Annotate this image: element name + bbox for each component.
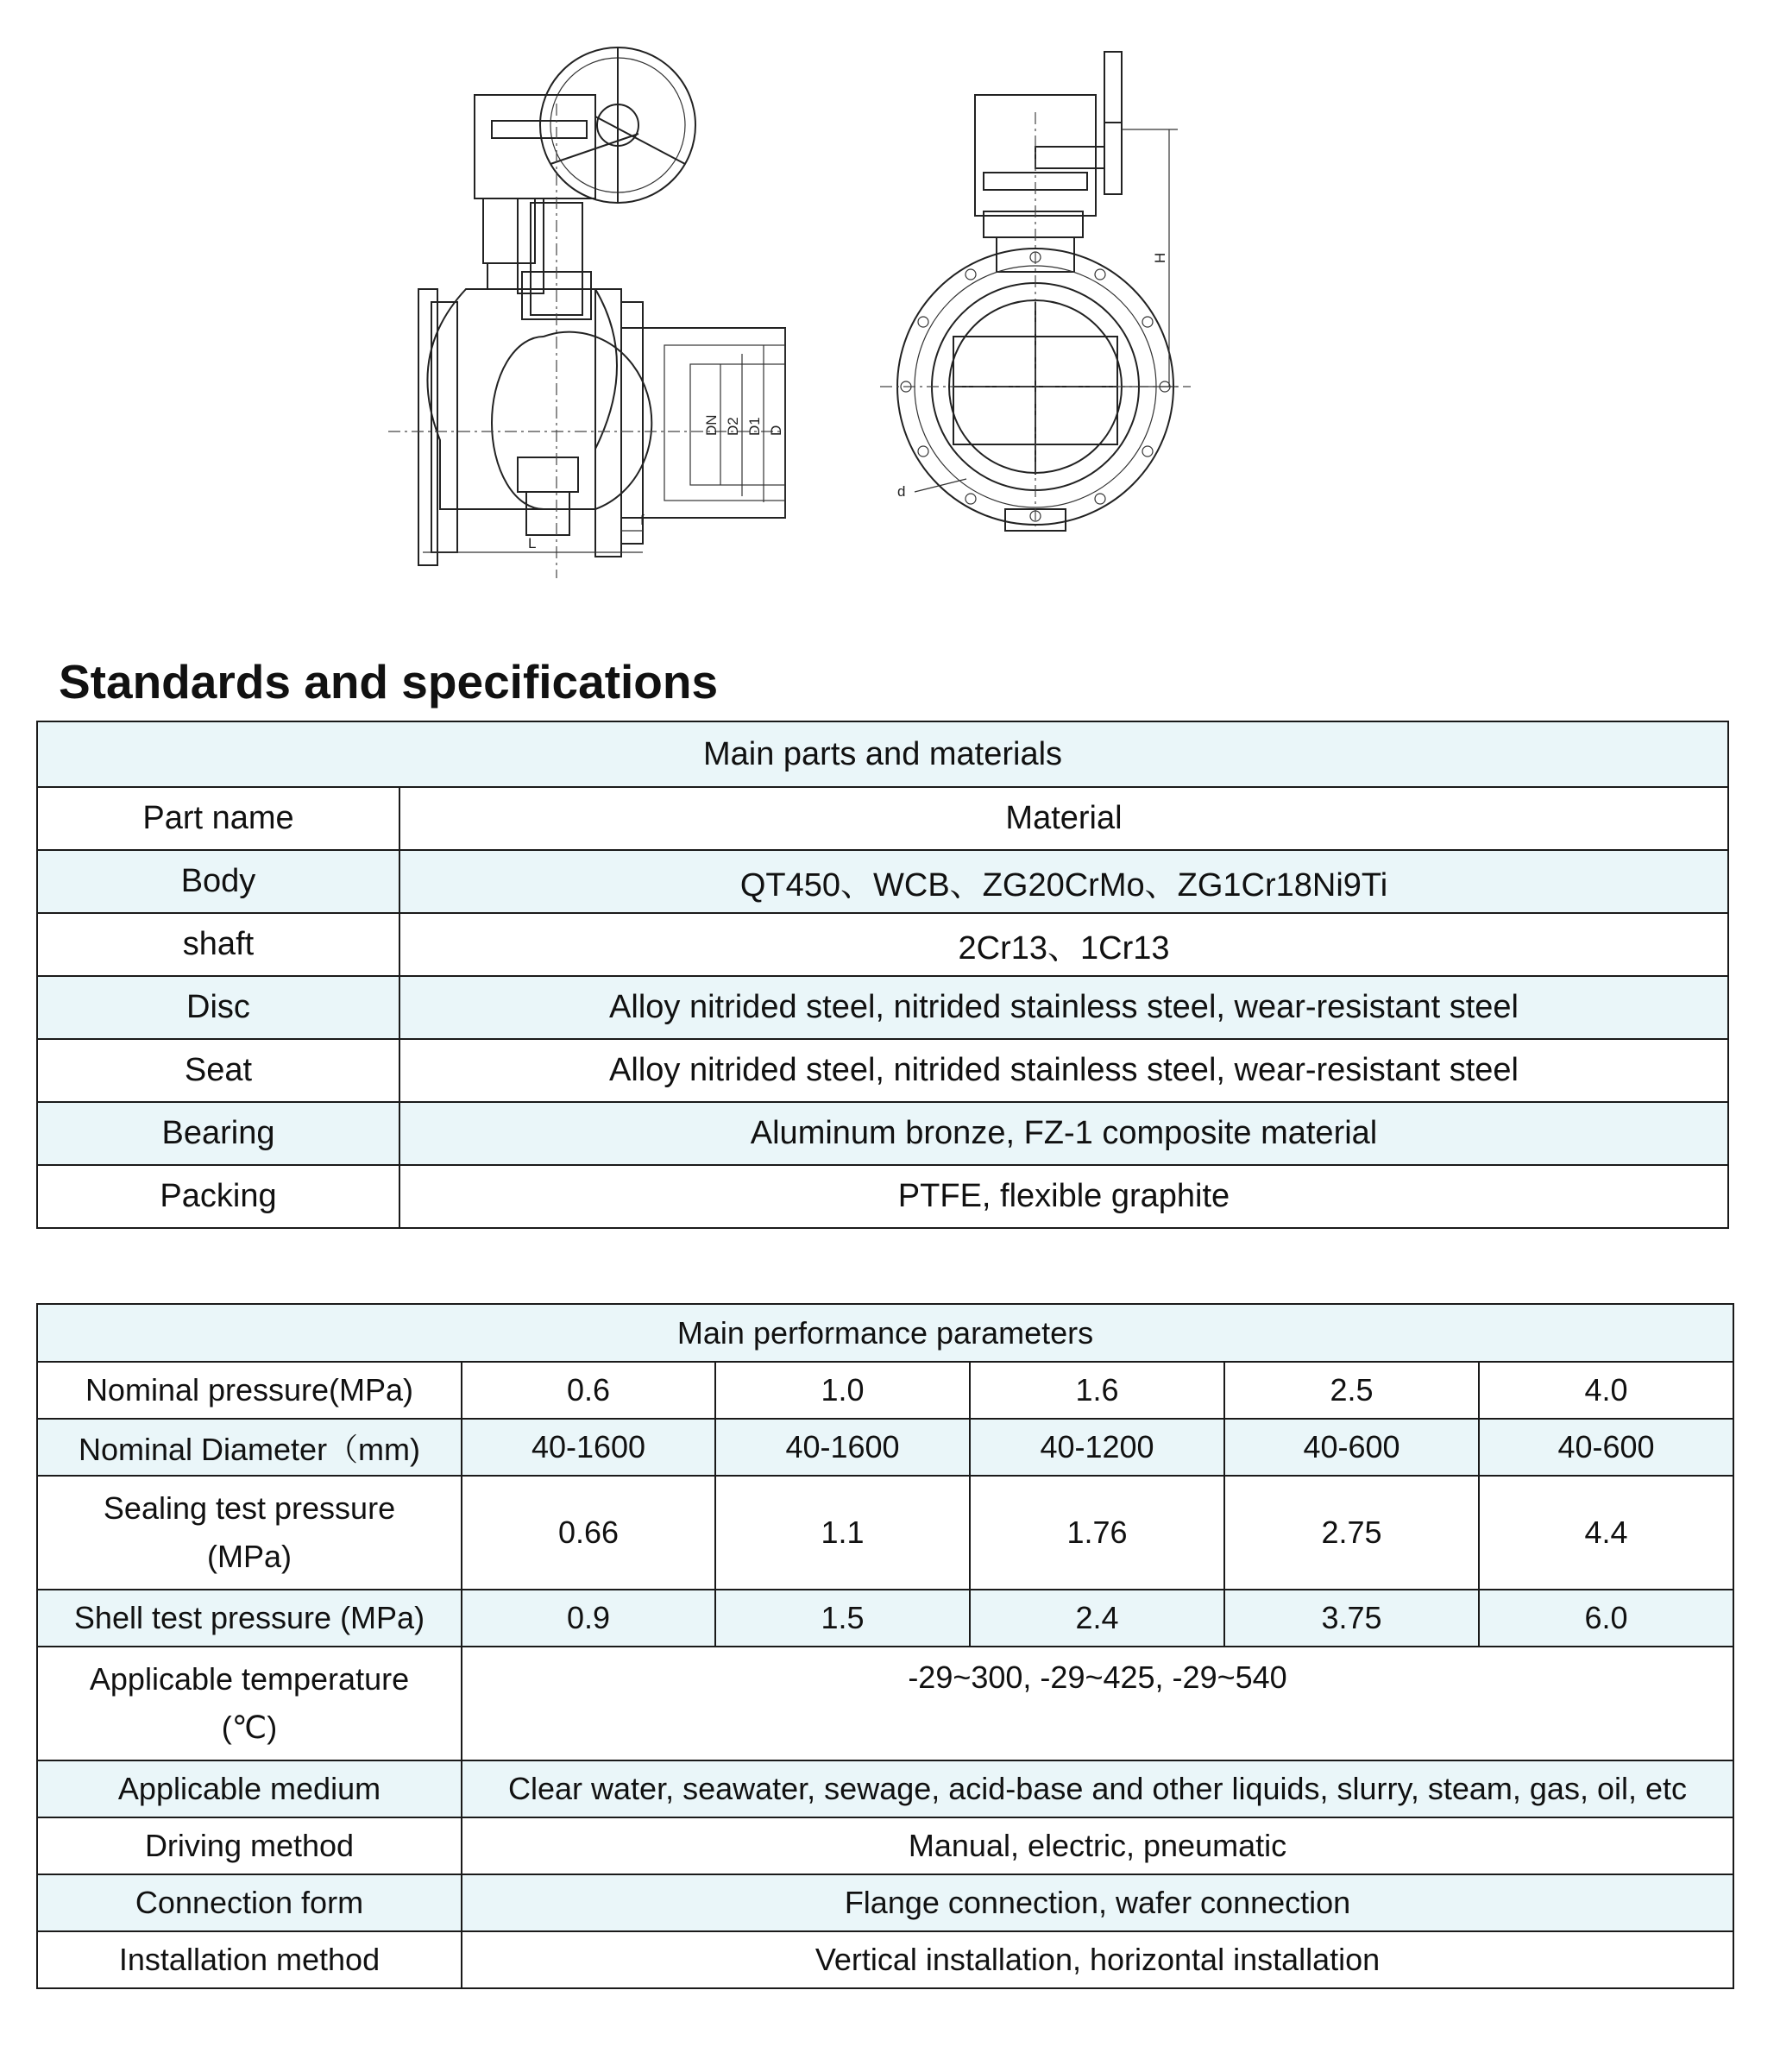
driving-value: Manual, electric, pneumatic bbox=[462, 1817, 1733, 1874]
materials-header-row bbox=[37, 787, 1728, 850]
shell-test-pressure-label: Shell test pressure (MPa) bbox=[37, 1590, 462, 1647]
diameter-cell: 40-600 bbox=[1224, 1419, 1479, 1476]
pressure-cell: 4.0 bbox=[1479, 1362, 1733, 1419]
dimension-d-hole-label: d bbox=[897, 483, 906, 500]
table-row bbox=[37, 1590, 1733, 1647]
table-row bbox=[37, 1419, 1733, 1476]
part-name-cell: Seat bbox=[37, 1039, 399, 1102]
table-row bbox=[37, 1874, 1733, 1931]
valve-drawing-svg bbox=[380, 43, 1337, 578]
table-row bbox=[37, 1760, 1733, 1817]
diameter-cell: 40-1200 bbox=[970, 1419, 1224, 1476]
table-row bbox=[37, 1362, 1733, 1419]
table-row bbox=[37, 1102, 1728, 1165]
materials-table-title: Main parts and materials bbox=[37, 721, 1728, 787]
front-view bbox=[880, 52, 1191, 531]
material-cell: 2Cr13、1Cr13 bbox=[399, 913, 1728, 976]
material-cell: Aluminum bronze, FZ-1 composite material bbox=[399, 1102, 1728, 1165]
part-name-cell: Packing bbox=[37, 1165, 399, 1228]
dimension-d2-label: D2 bbox=[725, 417, 741, 436]
shell-cell: 3.75 bbox=[1224, 1590, 1479, 1647]
dimension-dn-label: DN bbox=[703, 414, 720, 436]
temperature-value: -29~300, -29~425, -29~540 bbox=[462, 1647, 1733, 1760]
sealing-cell: 0.66 bbox=[462, 1476, 715, 1590]
connection-value: Flange connection, wafer connection bbox=[462, 1874, 1733, 1931]
dimension-l-label: L bbox=[528, 535, 537, 551]
pressure-cell: 1.6 bbox=[970, 1362, 1224, 1419]
sealing-cell: 2.75 bbox=[1224, 1476, 1479, 1590]
material-cell: Alloy nitrided steel, nitrided stainless steel, wear-resistant steel bbox=[399, 976, 1728, 1039]
nominal-diameter-label: Nominal Diameter（mm) bbox=[37, 1419, 462, 1476]
table-row bbox=[37, 1476, 1733, 1590]
connection-form-label: Connection form bbox=[37, 1874, 462, 1931]
installation-method-label: Installation method bbox=[37, 1931, 462, 1988]
part-name-cell: Disc bbox=[37, 976, 399, 1039]
pressure-cell: 0.6 bbox=[462, 1362, 715, 1419]
sealing-label-line-1: Sealing test pressure bbox=[103, 1490, 396, 1527]
side-view bbox=[388, 47, 785, 578]
table-row bbox=[37, 976, 1728, 1039]
dimension-d-label: D bbox=[768, 425, 784, 436]
material-cell: QT450、WCB、ZG20CrMo、ZG1Cr18Ni9Ti bbox=[399, 850, 1728, 913]
diameter-cell: 40-1600 bbox=[462, 1419, 715, 1476]
diameter-cell: 40-600 bbox=[1479, 1419, 1733, 1476]
part-name-cell: Bearing bbox=[37, 1102, 399, 1165]
temperature-label-line-1: Applicable temperature bbox=[89, 1661, 410, 1697]
sealing-label-line-2: (MPa) bbox=[207, 1539, 292, 1574]
nominal-pressure-label: Nominal pressure(MPa) bbox=[37, 1362, 462, 1419]
shell-cell: 0.9 bbox=[462, 1590, 715, 1647]
diameter-cell: 40-1600 bbox=[715, 1419, 970, 1476]
material-cell: PTFE, flexible graphite bbox=[399, 1165, 1728, 1228]
header-part-name: Part name bbox=[37, 787, 399, 850]
pressure-cell: 2.5 bbox=[1224, 1362, 1479, 1419]
table-row bbox=[37, 1817, 1733, 1874]
dimension-d1-label: D1 bbox=[746, 417, 763, 436]
shell-cell: 6.0 bbox=[1479, 1590, 1733, 1647]
sealing-cell: 4.4 bbox=[1479, 1476, 1733, 1590]
shell-cell: 2.4 bbox=[970, 1590, 1224, 1647]
table-row bbox=[37, 850, 1728, 913]
materials-title-row bbox=[37, 721, 1728, 787]
table-row bbox=[37, 913, 1728, 976]
part-name-cell: shaft bbox=[37, 913, 399, 976]
shell-cell: 1.5 bbox=[715, 1590, 970, 1647]
performance-table-title: Main performance parameters bbox=[37, 1304, 1733, 1362]
header-material: Material bbox=[399, 787, 1728, 850]
table-row bbox=[37, 1647, 1733, 1760]
materials-table bbox=[36, 721, 1729, 1229]
dimension-f-label: f bbox=[640, 512, 645, 528]
applicable-medium-label: Applicable medium bbox=[37, 1760, 462, 1817]
material-cell: Alloy nitrided steel, nitrided stainless steel, wear-resistant steel bbox=[399, 1039, 1728, 1102]
sealing-test-pressure-label bbox=[37, 1476, 462, 1590]
dimension-h-label: H bbox=[1152, 252, 1168, 263]
medium-value: Clear water, seawater, sewage, acid-base and other liquids, slurry, steam, gas, oil, etc bbox=[462, 1760, 1733, 1817]
driving-method-label: Driving method bbox=[37, 1817, 462, 1874]
sealing-cell: 1.76 bbox=[970, 1476, 1224, 1590]
temperature-label-line-2: (℃) bbox=[221, 1710, 278, 1745]
part-name-cell: Body bbox=[37, 850, 399, 913]
valve-technical-drawing bbox=[380, 43, 1337, 578]
performance-title-row bbox=[37, 1304, 1733, 1362]
page-title: Standards and specifications bbox=[59, 655, 719, 709]
pressure-cell: 1.0 bbox=[715, 1362, 970, 1419]
table-row bbox=[37, 1039, 1728, 1102]
applicable-temperature-label bbox=[37, 1647, 462, 1760]
table-row bbox=[37, 1931, 1733, 1988]
installation-value: Vertical installation, horizontal installation bbox=[462, 1931, 1733, 1988]
sealing-cell: 1.1 bbox=[715, 1476, 970, 1590]
performance-table bbox=[36, 1303, 1734, 1989]
table-row bbox=[37, 1165, 1728, 1228]
